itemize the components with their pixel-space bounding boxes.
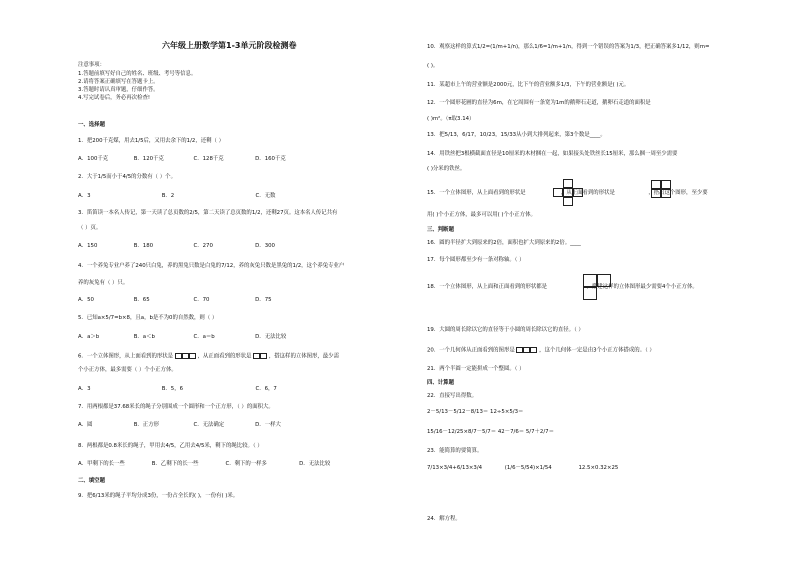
question-18-part: 18．一个立体图形，从上面和正面看到的形状都是 <box>427 284 548 290</box>
notes-heading: 注意事项： <box>78 62 105 68</box>
options-row <box>78 334 286 341</box>
top-view-cell <box>182 353 189 359</box>
option[interactable]: C．剩下的一样多 <box>225 461 267 467</box>
option[interactable]: D．300 <box>255 243 275 249</box>
question-3-cont: （ ）页。 <box>78 225 102 231</box>
question-6-part: 6．一个立体图形，从上面看到的形状是 <box>78 353 174 360</box>
option[interactable]: C．70 <box>193 297 210 303</box>
option[interactable]: C．无法确定 <box>193 422 225 428</box>
option[interactable]: D．无法比较 <box>299 461 331 467</box>
question-21: 21．两个半圆一定能拼成一个整圆。（ ） <box>427 366 525 372</box>
option[interactable]: C．128千克 <box>193 156 224 162</box>
question-2: 2．大于1/5而小于4/5的分数有（ ）个。 <box>78 174 176 180</box>
option[interactable]: A．圆 <box>78 422 93 428</box>
question-6-part: ，从正面看到的形状是 <box>197 353 252 360</box>
question-6-part: ，搭这样的立体图形，最少需 <box>268 353 339 360</box>
note-item: 1.答题前填写好自己的姓名、班级、考号等信息。 <box>78 71 197 77</box>
question-11: 11．某超市上午的营业额是2000元，比下午的营业额多1/3，下午的营业额是( )元。 <box>427 82 630 88</box>
question-10-cont: ( )。 <box>427 63 439 69</box>
left-column <box>78 0 448 562</box>
option[interactable]: D．75 <box>255 297 272 303</box>
option[interactable]: B．120千克 <box>133 156 164 162</box>
option[interactable]: C．a＝b <box>193 334 215 340</box>
top-view-cell <box>189 353 196 359</box>
section-choice: 一、选择题 <box>78 122 105 128</box>
option[interactable]: B．2 <box>161 193 175 199</box>
note-item: 3.答题时请认真审题，仔细作答。 <box>78 87 159 93</box>
options-row <box>78 386 277 393</box>
question-17: 17．每个圆形都至少有一条对称轴。（ ） <box>427 257 525 263</box>
options-row <box>78 297 272 304</box>
question-20-part: 20．一个几何体从正面看到的图形是 <box>427 347 515 354</box>
question-19: 19．大圆的周长除以它的直径等于小圆的周长除以它的直径。（ ） <box>427 327 584 333</box>
options-row <box>78 243 275 250</box>
note-item: 2.请将答案正确填写在答题卡上。 <box>78 79 159 85</box>
question-15-part: 15．一个立体图形，从上面看到的形状是 <box>427 190 526 196</box>
question-5: 5．已知a×5/7=b×8，且a，b是不为0的自然数，则（ ） <box>78 315 218 321</box>
option[interactable]: B．180 <box>133 243 154 249</box>
options-row <box>78 461 330 468</box>
options-row <box>78 156 286 163</box>
question-9: 9．把6/13米的绳子平均分成3份，一份占全长的( )，一份有( )米。 <box>78 493 239 499</box>
right-column <box>427 0 794 562</box>
question-7: 7．用两根都是37.68米长的绳子分别围成一个圆形和一个正方形，（ ）的面积大。 <box>78 404 274 410</box>
option[interactable]: C．270 <box>193 243 213 249</box>
question-15-part: ，从正面看到的形状是 <box>560 190 615 196</box>
question-12: 12．一个圆形花圃的直径为6m，在它周围有一条宽为1m的鹅卵石走道，鹅卵石走道的面积是 <box>427 100 651 106</box>
question-4-cont: 养的灰兔有（ ）只。 <box>78 280 129 286</box>
question-18-part: ，搭建这样的立体图形最少需要4个小正方体。 <box>586 284 698 290</box>
option[interactable]: B．5，6 <box>161 386 184 392</box>
option[interactable]: A．100千克 <box>78 156 109 162</box>
question-23: 23．能简算的要简算。 <box>427 448 483 454</box>
top-view-cell <box>175 353 182 359</box>
calc-row: 15/16－12/25×8/7－5/7＝ 42－7/6＝ 5/7＋2/7＝ <box>427 429 554 435</box>
option[interactable]: B．65 <box>133 297 150 303</box>
question-4: 4．一个养兔专业户养了240只白兔，养的黑兔只数是白兔的7/12，养的灰兔只数是黑兔的1/2，这个养兔专业户 <box>78 263 345 269</box>
option[interactable]: A．3 <box>78 386 91 392</box>
option[interactable]: A．50 <box>78 297 94 303</box>
option[interactable]: A．a＞b <box>78 334 100 340</box>
question-12-cont: ( )m²。（π取3.14） <box>427 116 475 122</box>
question-3: 3．笛笛读一本名人传记，第一天读了总页数的2/5，第二天读了总页数的1/2，还剩27页。这本名人传记共有 <box>78 210 338 216</box>
question-1: 1．把200千克煤，用去1/5后，又用去余下的1/2，还剩（ ） <box>78 138 224 144</box>
front-view-cell <box>530 347 537 353</box>
calc-row: 2－5/13－5/12－8/13＝ 12÷5×5/3＝ <box>427 409 524 415</box>
front-view-cell <box>253 353 260 359</box>
options-row <box>78 193 275 200</box>
question-22: 22．直接写出得数。 <box>427 393 477 399</box>
option[interactable]: A．3 <box>78 193 91 199</box>
note-item: 4.写完试卷后，务必再次检查! <box>78 95 150 101</box>
option[interactable]: B．a＜b <box>133 334 155 340</box>
question-14: 14．用铁丝把3根横截面直径是10厘米的木材捆在一起，如果接头处铁丝长15厘米，那么捆一周至少需要 <box>427 151 678 157</box>
option[interactable]: B．乙剩下的长一些 <box>151 461 199 467</box>
front-view-cell <box>260 353 267 359</box>
option[interactable]: D．无法比较 <box>255 334 287 340</box>
question-20-part: ，这个几何体一定是由3个小正方体搭成的。（ ） <box>539 347 655 354</box>
front-view-cell <box>523 347 530 353</box>
question-18 <box>427 284 698 291</box>
section-calc: 四、计算题 <box>427 380 454 386</box>
question-10: 10．观察这样的算式1/2=(1/m+1/n)，那么1/6=1/m+1/n，得到一个错误的答案为1/3，把正确答案多1/12，则m= <box>427 44 710 50</box>
question-20 <box>427 347 655 355</box>
expression: 7/13×3/4+6/13×3/4 <box>427 465 483 471</box>
question-6-cont: 个小正方体，最多需要（ ）个小正方体。 <box>78 367 177 373</box>
question-24: 24．解方程。 <box>427 516 461 522</box>
question-14-cont: ( )分米的铁丝。 <box>427 166 466 172</box>
section-fill: 二、填空题 <box>78 478 105 484</box>
option[interactable]: A．150 <box>78 243 98 249</box>
question-13: 13．把5/13，6/17，10/23，15/33从小到大排列起来，第3个数是____。 <box>427 132 606 138</box>
option[interactable]: B．正方形 <box>133 422 159 428</box>
option[interactable]: C．无数 <box>255 193 276 199</box>
question-6 <box>78 353 339 361</box>
question-8: 8．两根都是0.8米长的绳子，甲用去4/5，乙用去4/5米，剩下的绳比较。（ ） <box>78 443 263 449</box>
option[interactable]: D．160千克 <box>255 156 286 162</box>
section-judge: 三、判断题 <box>427 227 454 233</box>
front-view-cell <box>516 347 523 353</box>
expression: 12.5×0.32×25 <box>578 465 619 471</box>
option[interactable]: D．一样大 <box>255 422 281 428</box>
question-15-cont: 用( )个小正方体，最多可以用( )个小正方体。 <box>427 212 536 218</box>
expression: (1/6－5/54)×1/54 <box>504 465 552 471</box>
option[interactable]: A．甲剩下的长一些 <box>78 461 125 467</box>
option[interactable]: C．6，7 <box>255 386 277 392</box>
question-15-part: ，搭出这个图形，至少要 <box>648 190 708 196</box>
question-16: 16．圆的半径扩大到原来的2倍，面积也扩大到原来的2倍。____ <box>427 240 581 246</box>
page-title: 六年级上册数学第1-3单元阶段检测卷 <box>162 41 297 50</box>
options-row <box>78 422 281 429</box>
calc-row <box>427 465 618 472</box>
